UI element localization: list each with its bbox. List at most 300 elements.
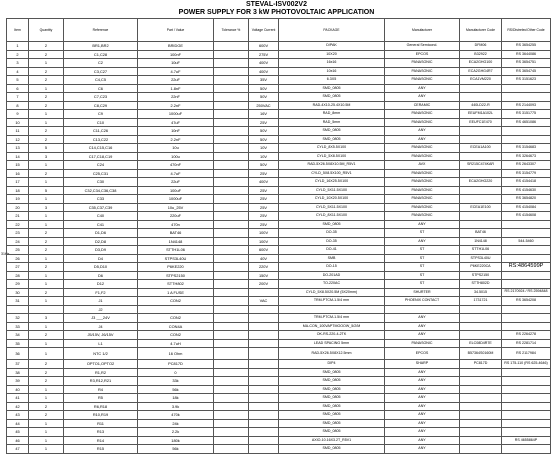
table-cell: 2 — [29, 263, 64, 272]
table-cell: D1,D6 — [64, 229, 138, 238]
table-cell: BAT46 — [138, 229, 214, 238]
table-cell: TO-220AC — [279, 280, 385, 289]
table-cell: 47 — [7, 445, 29, 454]
table-cell: TRM-PTCM-1.5/4 mm — [279, 297, 385, 306]
table-cell: 22uF — [138, 76, 214, 85]
table-cell — [214, 348, 249, 360]
table-cell: 1 — [29, 195, 64, 204]
table-cell: STTH1L06 — [138, 246, 214, 255]
table-cell — [249, 436, 279, 445]
table-cell: PHOENIX CONTACT — [385, 297, 460, 306]
table-cell: PC817D — [138, 360, 214, 369]
table-cell — [214, 297, 249, 306]
table-cell: 25V — [249, 118, 279, 127]
table-cell: DO-201AD — [279, 271, 385, 280]
table-cell: 30 — [7, 288, 29, 297]
table-cell — [460, 419, 502, 428]
table-cell: General Semicond. — [385, 42, 460, 51]
table-cell: 10nF — [138, 127, 214, 136]
table-cell: 14 — [7, 152, 29, 161]
table-row — [7, 118, 551, 127]
table-cell: 47uF — [138, 118, 214, 127]
table-cell: PANASONIC — [385, 212, 460, 221]
table-cell — [214, 394, 249, 403]
table-cell: SMD_0805 — [279, 220, 385, 229]
table-row — [7, 297, 551, 306]
table-cell: 100nF — [138, 50, 214, 59]
table-cell: SMD_0805 — [279, 419, 385, 428]
table-cell: 275V — [249, 50, 279, 59]
table-row — [7, 203, 551, 212]
table-row — [7, 339, 551, 348]
table-cell: 50V — [249, 135, 279, 144]
table-cell: J3 ___24V — [64, 314, 138, 323]
table-cell: DO-35 — [279, 229, 385, 238]
table-cell: 35V — [249, 76, 279, 85]
table-row — [7, 42, 551, 51]
table-cell: 1 — [29, 254, 64, 263]
table-cell — [249, 428, 279, 437]
table-cell: 544-5460 — [502, 237, 551, 246]
table-cell — [460, 152, 502, 161]
column-header: Manufacturer Code — [460, 19, 502, 42]
table-cell — [460, 322, 502, 331]
table-cell: ELC08D4R7E — [460, 339, 502, 348]
table-cell: 16 — [7, 169, 29, 178]
table-row — [7, 385, 551, 394]
table-cell: 6 — [7, 84, 29, 93]
table-row — [7, 428, 551, 437]
table-cell: 2 — [29, 331, 64, 340]
table-cell: ECEA1E100 — [460, 203, 502, 212]
table-cell: 1 — [29, 220, 64, 229]
table-cell: 3 — [29, 203, 64, 212]
table-cell: 200V — [249, 280, 279, 289]
table-row — [7, 280, 551, 289]
table-cell: R5 — [64, 394, 138, 403]
table-cell: 2 — [29, 246, 64, 255]
table-cell: PANASONIC — [385, 152, 460, 161]
table-cell: PANASONIC — [385, 339, 460, 348]
table-cell: 150V — [249, 271, 279, 280]
table-row — [7, 402, 551, 411]
table-cell: R4 — [64, 385, 138, 394]
table-cell: STPS3L40U — [460, 254, 502, 263]
table-cell: ANY — [385, 368, 460, 377]
table-cell: LEAD SPACING 5mm — [279, 339, 385, 348]
table-cell: ANY — [385, 84, 460, 93]
table-cell: 4.7uF — [138, 67, 214, 76]
table-cell — [249, 305, 279, 314]
table-cell: C41 — [64, 220, 138, 229]
table-cell — [460, 377, 502, 386]
table-cell: CON2 — [138, 297, 214, 306]
table-cell: PANASONIC — [385, 67, 460, 76]
table-cell: BR1,BR2 — [64, 42, 138, 51]
table-cell: 2 — [7, 50, 29, 59]
table-cell: 2 — [29, 50, 64, 59]
table-cell: 1 — [29, 280, 64, 289]
table-cell: B57364S0160M — [460, 348, 502, 360]
table-cell: 13 — [7, 144, 29, 153]
table-cell: ANY — [385, 385, 460, 394]
table-cell: R6,R18 — [64, 402, 138, 411]
table-cell: SMD_0805 — [279, 135, 385, 144]
table-cell: 16 Ohm — [138, 348, 214, 360]
table-cell — [214, 445, 249, 454]
table-row — [7, 394, 551, 403]
table-cell — [502, 402, 551, 411]
table-cell: 36 — [7, 348, 29, 360]
table-cell: EEUFC1E470 — [460, 118, 502, 127]
table-row — [7, 288, 551, 297]
table-cell: 1 — [29, 339, 64, 348]
table-cell: SMD_0805 — [279, 93, 385, 102]
table-cell: CYLD_5X8.5X100 — [279, 152, 385, 161]
table-row — [7, 50, 551, 59]
table-cell: 220uF — [138, 212, 214, 221]
table-cell: 25V — [249, 195, 279, 204]
table-row — [7, 331, 551, 340]
table-row — [7, 169, 551, 178]
table-cell — [502, 127, 551, 136]
table-cell: 0 — [138, 368, 214, 377]
table-cell — [214, 368, 249, 377]
table-cell: 1 — [29, 297, 64, 306]
table-cell: R10,R19 — [64, 411, 138, 420]
table-cell — [502, 322, 551, 331]
table-cell: RS:4864599P — [502, 263, 551, 272]
table-cell: 1 — [29, 394, 64, 403]
table-cell: 250VAC — [249, 101, 279, 110]
table-cell — [460, 169, 502, 178]
table-cell — [502, 445, 551, 454]
table-cell: CON2 — [138, 314, 214, 323]
table-cell: P6KE220CA — [460, 263, 502, 272]
table-cell: CYLD_16X25.5X100 — [279, 178, 385, 187]
table-cell: RS 3654820 — [502, 195, 551, 204]
table-cell: 16V — [249, 110, 279, 119]
table-cell — [214, 385, 249, 394]
table-cell: C30 — [64, 178, 138, 187]
table-cell: 22nF — [138, 93, 214, 102]
table-cell: C3,C27 — [64, 67, 138, 76]
table-row — [7, 67, 551, 76]
table-cell: D2,D8 — [64, 237, 138, 246]
table-cell: 33 — [7, 322, 29, 331]
table-cell: CYLD_8X11.5X100 — [279, 212, 385, 221]
table-cell: RAD-5X26.5X8X12.5mm — [279, 348, 385, 360]
table-cell: RS 4655864P — [502, 436, 551, 445]
table-cell: CYLD_10X20.5X100 — [279, 195, 385, 204]
table-cell — [214, 339, 249, 348]
table-cell — [460, 135, 502, 144]
table-cell: 21 — [7, 212, 29, 221]
table-cell: ANY — [385, 322, 460, 331]
table-cell: C33 — [64, 195, 138, 204]
table-cell — [214, 135, 249, 144]
table-cell: CYLD_5X8.5X100_R5V1 — [279, 169, 385, 178]
table-cell — [385, 305, 460, 314]
table-cell: C35,C37,C39 — [64, 203, 138, 212]
table-cell: 34 — [7, 331, 29, 340]
table-cell: RAD-5X26.5X8X10.5M_R5V1 — [279, 161, 385, 170]
table-cell: RS 2144093 — [502, 101, 551, 110]
column-header: Tolerance % — [214, 19, 249, 42]
table-cell: ECA1VM220 — [460, 76, 502, 85]
table-cell — [7, 305, 29, 314]
table-cell: 37 — [7, 360, 29, 369]
table-cell: 1 — [29, 445, 64, 454]
table-cell: 50V — [249, 93, 279, 102]
table-cell: R13 — [64, 428, 138, 437]
table-cell — [502, 419, 551, 428]
table-cell: 1 A FUSE — [138, 288, 214, 297]
table-cell: 1 — [29, 419, 64, 428]
table-cell: C2 — [64, 59, 138, 68]
table-cell — [502, 385, 551, 394]
table-cell: 56k — [138, 385, 214, 394]
table-cell: C40 — [64, 212, 138, 221]
column-header: Part / Value — [138, 19, 214, 42]
table-cell: SR215C474KAR — [460, 161, 502, 170]
table-cell: PANASONIC — [385, 203, 460, 212]
table-cell: SHURTER — [385, 288, 460, 297]
table-cell: 1731721 — [460, 297, 502, 306]
table-cell — [214, 169, 249, 178]
table-cell: DIP4 — [279, 360, 385, 369]
table-cell: R14 — [64, 436, 138, 445]
table-cell: 28 — [7, 271, 29, 280]
table-cell: EPCOS — [385, 348, 460, 360]
table-cell — [502, 229, 551, 238]
table-cell — [460, 305, 502, 314]
table-cell: PANASONIC — [385, 110, 460, 119]
table-cell: ST — [385, 254, 460, 263]
table-cell: C11,C26 — [64, 127, 138, 136]
table-cell: RS 3151623 — [502, 76, 551, 85]
table-cell: ANY — [385, 377, 460, 386]
table-cell: 600V — [249, 42, 279, 51]
table-cell: 16x16 — [279, 59, 385, 68]
table-cell: CERAMIC — [385, 101, 460, 110]
table-cell: OK-RS-220-4-2TK — [279, 331, 385, 340]
table-cell: 470nF — [138, 161, 214, 170]
table-cell: RAD_8mm — [279, 110, 385, 119]
table-cell — [249, 377, 279, 386]
table-cell: C9 — [64, 110, 138, 119]
column-header: RS/Distrelec/Other Code — [502, 19, 551, 42]
table-cell: 45 — [7, 428, 29, 437]
table-cell — [502, 368, 551, 377]
table-cell: ECA2GHG4R7 — [460, 67, 502, 76]
table-cell: 2 — [29, 101, 64, 110]
table-cell: D/PAK — [279, 42, 385, 51]
table-row — [7, 305, 551, 314]
table-cell: STTH1L06 — [460, 246, 502, 255]
table-cell: CON2 — [138, 331, 214, 340]
table-cell: ST — [385, 263, 460, 272]
table-cell: J1 — [64, 297, 138, 306]
table-cell: SMD_0805 — [279, 84, 385, 93]
table-cell: 10uF — [138, 59, 214, 68]
table-cell: SMD_0805 — [279, 411, 385, 420]
table-row — [7, 212, 551, 221]
table-cell: J4 — [64, 322, 138, 331]
table-cell: 470n — [138, 220, 214, 229]
table-cell: C25,C31 — [64, 169, 138, 178]
table-cell — [214, 402, 249, 411]
table-cell: 18k — [138, 394, 214, 403]
bom-table — [6, 18, 551, 454]
table-cell: 5 — [7, 76, 29, 85]
table-cell — [214, 305, 249, 314]
table-row — [7, 152, 551, 161]
table-cell — [214, 178, 249, 187]
table-cell: R11 — [64, 419, 138, 428]
table-cell: RS 2170924 / RS 2594848 — [502, 288, 551, 297]
table-cell: SMD_0805 — [279, 402, 385, 411]
table-cell: 1N4148 — [138, 237, 214, 246]
table-cell: SMD_0805 — [279, 385, 385, 394]
table-row — [7, 254, 551, 263]
table-cell: 9 — [7, 110, 29, 119]
table-cell — [214, 110, 249, 119]
table-cell: R1,R2 — [64, 368, 138, 377]
table-cell: ECA2GHG100 — [460, 59, 502, 68]
table-cell: 3 — [7, 59, 29, 68]
table-cell — [214, 254, 249, 263]
table-cell: PANASONIC — [385, 59, 460, 68]
table-row — [7, 445, 551, 454]
table-row — [7, 220, 551, 229]
table-cell: P6KE220 — [138, 263, 214, 272]
table-cell — [460, 93, 502, 102]
table-cell — [214, 246, 249, 255]
table-cell: SMD_0805 — [279, 445, 385, 454]
table-cell: 5 — [29, 144, 64, 153]
table-cell: D5,D10 — [64, 263, 138, 272]
table-cell — [249, 419, 279, 428]
table-cell: STPS3L40U — [138, 254, 214, 263]
table-cell: SHARP — [385, 360, 460, 369]
table-cell: 100uF — [138, 186, 214, 195]
table-cell — [460, 402, 502, 411]
table-cell — [249, 402, 279, 411]
table-cell: 15 — [7, 161, 29, 170]
table-cell: BAT46 — [460, 229, 502, 238]
table-cell: TRM-PTCM-1.5/4 mm — [279, 314, 385, 323]
table-row — [7, 195, 551, 204]
table-cell: 39 — [7, 377, 29, 386]
table-cell: PANASONIC — [385, 118, 460, 127]
table-cell: 1 — [29, 59, 64, 68]
table-row — [7, 237, 551, 246]
table-header-row — [7, 19, 551, 42]
table-cell — [214, 280, 249, 289]
table-row — [7, 93, 551, 102]
table-cell: 2 — [29, 411, 64, 420]
table-cell — [502, 314, 551, 323]
table-cell: 1 — [7, 42, 29, 51]
table-cell: 32 — [7, 314, 29, 323]
table-row — [7, 322, 551, 331]
table-cell: 22uF — [138, 178, 214, 187]
table-cell: 2.2nF — [138, 101, 214, 110]
table-row — [7, 84, 551, 93]
table-cell: STPS2150 — [138, 271, 214, 280]
table-cell: C13,C22 — [64, 135, 138, 144]
table-cell: C32,C34,C36,C38 — [64, 186, 138, 195]
table-cell: 46 — [7, 436, 29, 445]
table-cell: CON4A — [138, 322, 214, 331]
table-cell: 2 — [29, 135, 64, 144]
table-cell — [214, 152, 249, 161]
table-cell: ST — [385, 246, 460, 255]
table-cell — [460, 394, 502, 403]
table-cell: 38 — [7, 368, 29, 377]
table-cell: 29 — [7, 280, 29, 289]
table-cell: RS 3154683 — [502, 144, 551, 153]
table-cell — [249, 314, 279, 323]
table-cell: 25V — [249, 169, 279, 178]
table-cell: 11 — [7, 127, 29, 136]
table-cell: 600V — [249, 246, 279, 255]
table-cell: ANY — [385, 445, 460, 454]
column-header: Voltage Current — [249, 19, 279, 42]
table-row — [7, 127, 551, 136]
table-cell: F1,F2 — [64, 288, 138, 297]
table-cell: RS 4154608 — [502, 212, 551, 221]
table-cell — [214, 203, 249, 212]
table-cell: RS 3151775 — [502, 110, 551, 119]
table-cell: 2 — [29, 93, 64, 102]
table-cell: 35 — [7, 339, 29, 348]
table-cell: 12 — [7, 135, 29, 144]
table-cell: 24 — [7, 237, 29, 246]
table-cell — [214, 377, 249, 386]
document-title: STEVAL-ISV002V2 — [246, 1, 307, 8]
table-cell — [460, 212, 502, 221]
table-cell — [214, 314, 249, 323]
table-cell: 27 — [7, 263, 29, 272]
table-row — [7, 271, 551, 280]
table-cell: 20 — [7, 203, 29, 212]
table-cell — [502, 377, 551, 386]
table-cell — [138, 305, 214, 314]
table-cell: RS 2643307 — [502, 161, 551, 170]
table-cell: NTC 1/2 — [64, 348, 138, 360]
table-cell — [502, 254, 551, 263]
table-cell — [502, 246, 551, 255]
table-cell: 4.7uH — [138, 339, 214, 348]
table-cell: 24k — [138, 419, 214, 428]
table-cell: RS 3264673 — [502, 152, 551, 161]
table-cell: D6 — [64, 271, 138, 280]
table-cell: 1 — [29, 178, 64, 187]
table-cell: EEUFM1A102L — [460, 110, 502, 119]
table-cell — [502, 271, 551, 280]
table-cell: PANASONIC — [385, 76, 460, 85]
table-cell: PC817D — [460, 360, 502, 369]
table-cell: 1000uF — [138, 195, 214, 204]
table-cell: PANASONIC — [385, 169, 460, 178]
table-body — [7, 42, 551, 454]
table-cell — [249, 322, 279, 331]
table-cell: VAC — [249, 297, 279, 306]
table-cell — [214, 186, 249, 195]
table-cell: ECA2GHG220 — [460, 178, 502, 187]
